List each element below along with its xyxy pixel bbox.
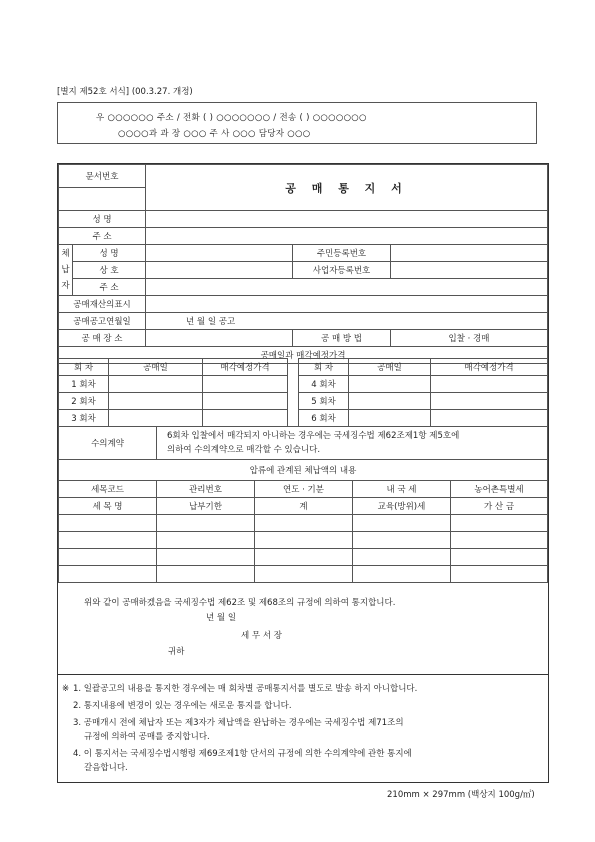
tax-cell[interactable] — [353, 566, 451, 583]
resident-no-label: 주민등록번호 — [293, 245, 391, 262]
private-contract-text: 6회차 입찰에서 매각되지 아니하는 경우에는 국세징수법 제62조제1항 제5호에 의하여 수의계약으로 매각할 수 있습니다. — [157, 427, 548, 460]
edu-tax-header: 교육(방위)세 — [353, 498, 451, 515]
price-cell[interactable] — [203, 410, 288, 427]
price-cell[interactable] — [203, 393, 288, 410]
round-cell: 3 회차 — [59, 410, 109, 427]
table-row — [59, 566, 548, 583]
date-header: 공매일 — [349, 359, 431, 376]
tax-name-header: 세 목 명 — [59, 498, 157, 515]
round-cell: 1 회차 — [59, 376, 109, 393]
date-header: 공매일 — [109, 359, 203, 376]
date-cell[interactable] — [109, 410, 203, 427]
place-value[interactable] — [146, 330, 293, 347]
tax-cell[interactable] — [59, 515, 157, 532]
notice-date: 년 월 일 — [206, 613, 237, 623]
due-date-header: 납부기한 — [157, 498, 255, 515]
address-value[interactable] — [146, 228, 548, 245]
table-row — [59, 376, 288, 393]
taxpayer-address-label: 주 소 — [73, 279, 146, 296]
date-cell[interactable] — [109, 393, 203, 410]
price-cell[interactable] — [431, 410, 548, 427]
table-row — [59, 410, 288, 427]
tax-cell[interactable] — [255, 532, 353, 549]
note-3b: 규정에 의하여 공매를 중지합니다. — [84, 732, 210, 742]
round-header: 회 차 — [59, 359, 109, 376]
tax-cell[interactable] — [255, 515, 353, 532]
tax-code-header: 세목코드 — [59, 481, 157, 498]
office-staff-line: ○○○○과 과 장 ○○○ 주 사 ○○○ 담당자 ○○○ — [118, 129, 311, 139]
notes-mark: ※ — [62, 684, 70, 694]
price-cell[interactable] — [203, 376, 288, 393]
tax-cell[interactable] — [353, 515, 451, 532]
round-cell: 6 회차 — [299, 410, 349, 427]
tax-cell[interactable] — [157, 515, 255, 532]
notes-section — [58, 674, 548, 785]
property-value[interactable] — [146, 296, 548, 313]
round-cell: 2 회차 — [59, 393, 109, 410]
recipient-table — [58, 164, 548, 364]
private-contract-label: 수의계약 — [59, 427, 157, 460]
surcharge-header: 가 산 금 — [451, 498, 548, 515]
notice-date-label: 공매공고연월일 — [59, 313, 146, 330]
property-label: 공매재산의표시 — [59, 296, 146, 313]
taxpayer-trade-value[interactable] — [146, 262, 293, 279]
notice-form — [57, 163, 549, 783]
form-number-label: [별지 제52호 서식] (00.3.27. 개정) — [57, 87, 193, 97]
tax-cell[interactable] — [255, 549, 353, 566]
mgmt-no-header: 관리번호 — [157, 481, 255, 498]
round-cell: 4 회차 — [299, 376, 349, 393]
notice-statement: 위와 같이 공매하겠음을 국세징수법 제62조 및 제68조의 규정에 의하여 통지합니다. — [84, 598, 396, 608]
table-row — [59, 549, 548, 566]
date-cell[interactable] — [349, 410, 431, 427]
tax-cell[interactable] — [157, 532, 255, 549]
taxpayer-name-value[interactable] — [146, 245, 293, 262]
form-title: 공 매 통 지 서 — [146, 165, 548, 211]
schedule-table-right — [298, 358, 548, 427]
taxpayer-side-label: 체 납 자 — [59, 245, 73, 296]
table-row — [299, 393, 548, 410]
tax-cell[interactable] — [157, 566, 255, 583]
round-cell: 5 회차 — [299, 393, 349, 410]
tax-cell[interactable] — [451, 515, 548, 532]
tax-cell[interactable] — [255, 566, 353, 583]
address-label: 주 소 — [59, 228, 146, 245]
table-row — [59, 515, 548, 532]
doc-no-label: 문서번호 — [59, 165, 146, 188]
method-value: 입찰 · 경매 — [391, 330, 548, 347]
paper-spec: 210mm × 297mm (백상지 100g/㎡) — [387, 790, 535, 800]
table-row — [299, 410, 548, 427]
price-cell[interactable] — [431, 393, 548, 410]
schedule-heading: 공매일과 매각예정가격 — [59, 347, 548, 364]
place-label: 공 매 장 소 — [59, 330, 146, 347]
doc-no-value[interactable] — [59, 188, 146, 211]
date-cell[interactable] — [349, 376, 431, 393]
date-cell[interactable] — [349, 393, 431, 410]
table-row — [59, 393, 288, 410]
notice-date-value[interactable]: 년 월 일 공고 — [146, 313, 548, 330]
tax-cell[interactable] — [59, 566, 157, 583]
tax-cell[interactable] — [451, 532, 548, 549]
note-4a: 4. 이 통지서는 국세징수법시행령 제69조제1항 단서의 규정에 의한 수의계약에 관한 통지에 — [73, 749, 412, 759]
name-label: 성 명 — [59, 211, 146, 228]
round-header: 회 차 — [299, 359, 349, 376]
price-header: 매각예정가격 — [431, 359, 548, 376]
tax-office-head: 세 무 서 장 — [241, 631, 282, 641]
taxpayer-name-label: 성 명 — [73, 245, 146, 262]
total-header: 계 — [255, 498, 353, 515]
schedule-table-left — [58, 358, 288, 427]
addressee-label: 귀하 — [168, 647, 185, 657]
tax-cell[interactable] — [353, 549, 451, 566]
domestic-tax-header: 내 국 세 — [353, 481, 451, 498]
tax-cell[interactable] — [157, 549, 255, 566]
table-row — [59, 532, 548, 549]
office-address-line: 우 ○○○○○○ 주소 / 전화 ( ) ○○○○○○○ / 전송 ( ) ○○○○○○○ — [96, 113, 367, 123]
name-value[interactable] — [146, 211, 548, 228]
tax-cell[interactable] — [59, 549, 157, 566]
taxpayer-trade-label: 상 호 — [73, 262, 146, 279]
date-cell[interactable] — [109, 376, 203, 393]
tax-cell[interactable] — [451, 566, 548, 583]
tax-cell[interactable] — [451, 549, 548, 566]
note-2: 2. 통지내용에 변경이 있는 경우에는 새로운 통지를 합니다. — [73, 701, 292, 711]
note-3a: 3. 공매개시 전에 체납자 또는 제3자가 체납액을 완납하는 경우에는 국세징수법 제71조의 — [73, 718, 404, 728]
tax-cell[interactable] — [353, 532, 451, 549]
price-cell[interactable] — [431, 376, 548, 393]
table-row — [299, 376, 548, 393]
contract-tax-table — [58, 426, 548, 583]
note-1: 1. 일괄공고의 내용을 통지한 경우에는 매 회차별 공매통지서를 별도로 발송 하지 아니합니다. — [73, 684, 418, 694]
biz-no-value[interactable] — [391, 262, 548, 279]
method-label: 공 매 방 법 — [293, 330, 391, 347]
year-period-header: 연도 · 기분 — [255, 481, 353, 498]
note-4b: 갈음합니다. — [84, 763, 128, 773]
resident-no-value[interactable] — [391, 245, 548, 262]
price-header: 매각예정가격 — [203, 359, 288, 376]
rural-tax-header: 농어촌특별세 — [451, 481, 548, 498]
tax-heading: 압류에 관계된 체납액의 내용 — [59, 460, 548, 481]
office-header-box — [57, 102, 537, 144]
biz-no-label: 사업자등록번호 — [293, 262, 391, 279]
tax-cell[interactable] — [59, 532, 157, 549]
taxpayer-address-value[interactable] — [146, 279, 548, 296]
